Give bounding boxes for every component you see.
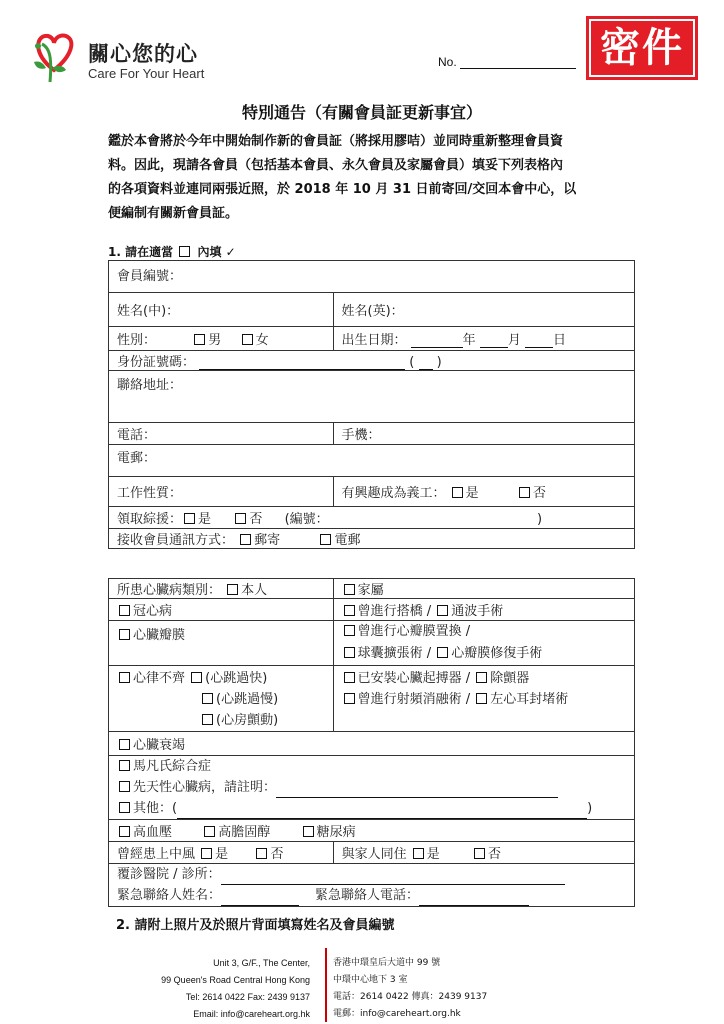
valve-replace-label: 曾進行心瓣膜置換 <box>357 624 462 639</box>
mobile-label: 手機： <box>341 428 381 443</box>
email-field[interactable] <box>109 445 635 477</box>
lao-label: 左心耳封堵術 <box>490 692 569 707</box>
footer-line: 中環中心地下 3 室 <box>333 975 408 985</box>
bypass-cell: 曾進行搭橋 / 通波手術 <box>333 599 634 621</box>
id-check-close: ) <box>436 355 442 370</box>
fast-checkbox[interactable] <box>191 672 202 683</box>
section-2-heading: 2. 請附上照片及於照片背面填寫姓名及會員編號 <box>116 918 395 933</box>
congenital-label: 先天性心臟病，請註明： <box>133 780 277 795</box>
stroke-yes-checkbox[interactable] <box>201 848 212 859</box>
dob-day-field[interactable] <box>525 347 553 348</box>
chol-checkbox[interactable] <box>204 826 215 837</box>
slow-label: (心跳過慢) <box>216 692 279 707</box>
balloon-checkbox[interactable] <box>344 647 355 658</box>
family-cell <box>333 579 634 599</box>
member-no-label: 會員編號： <box>117 269 183 284</box>
phone-label: 電話： <box>117 428 157 443</box>
id-check-digit-field[interactable] <box>419 369 433 370</box>
footer-line: 電話：2614 0422 傳真：2439 9137 <box>333 992 488 1002</box>
name-cn-field[interactable] <box>109 293 334 327</box>
volunteer-label: 有興趣成為義工： <box>341 486 446 501</box>
pacemaker-label: 已安裝心臟起搏器 <box>357 671 462 686</box>
no-label: 否 <box>532 486 546 501</box>
intro-line: 料。因此，現請各會員（包括基本會員、永久會員及家屬會員）填妥下列表格內 <box>108 158 564 173</box>
cssa-row <box>109 507 635 529</box>
chd-cell <box>109 599 334 621</box>
member-no-field[interactable] <box>109 261 635 293</box>
hf-label: 心臟衰竭 <box>133 738 186 753</box>
no-label: 否 <box>249 512 263 527</box>
valve-repair-label: 心瓣膜修復手術 <box>451 646 543 661</box>
job-field[interactable] <box>109 477 334 507</box>
device-cell: 已安裝心臟起搏器 / 除顫器 曾進行射頻消融術 / 左心耳封堵術 <box>333 666 634 732</box>
footer-line: 99 Queen's Road Central Hong Kong <box>161 975 310 985</box>
fast-label: (心跳過快) <box>205 671 268 686</box>
arrhythmia-label: 心律不齊 <box>133 671 186 686</box>
self-label: 本人 <box>241 583 268 598</box>
hf-cell <box>109 732 635 756</box>
intro-line: 鑑於本會將於今年中開始制作新的會員証（將採用膠咭）並同時重新整理會員資 <box>108 134 564 149</box>
notice-method-row <box>109 529 635 549</box>
section-1-suffix: 內填 ✓ <box>197 245 236 259</box>
id-field[interactable] <box>199 369 405 370</box>
chol-label: 高膽固醇 <box>218 825 271 840</box>
af-label: (心房顫動) <box>216 713 279 728</box>
dob-year-field[interactable] <box>411 347 463 348</box>
lao-checkbox[interactable] <box>476 693 487 704</box>
reference-no-field[interactable] <box>460 68 576 69</box>
id-check-open: ( <box>409 355 415 370</box>
congenital-checkbox[interactable] <box>119 781 130 792</box>
valve-checkbox[interactable] <box>119 629 130 640</box>
yes-label: 是 <box>426 847 440 862</box>
valve-repair-checkbox[interactable] <box>437 647 448 658</box>
gender-row <box>109 327 334 351</box>
bypass-checkbox[interactable] <box>344 605 355 616</box>
stamp-text: 密件 <box>600 25 684 71</box>
notice-title: 特別通告（有關會員証更新事宜） <box>241 103 482 122</box>
valve-replace-checkbox[interactable] <box>344 625 355 636</box>
footer-line: Tel: 2614 0422 Fax: 2439 9137 <box>185 992 310 1002</box>
ablation-label: 曾進行射頻消融術 <box>357 692 462 707</box>
self-checkbox[interactable] <box>227 584 238 595</box>
phone-field[interactable] <box>109 423 334 445</box>
heart-type-label: 所患心臟病類別： <box>117 583 222 598</box>
clinic-emergency-cell <box>109 864 635 907</box>
pci-label: 通波手術 <box>451 604 504 619</box>
dob-label: 出生日期： <box>341 333 407 348</box>
name-cn-label: 姓名(中)： <box>117 304 180 319</box>
intro-line: 便編制有關新會員証。 <box>108 206 239 221</box>
defib-label: 除顫器 <box>490 671 530 686</box>
chd-label: 冠心病 <box>133 604 173 619</box>
footer-address-en <box>130 955 310 1023</box>
other-field[interactable] <box>177 818 587 819</box>
af-checkbox[interactable] <box>202 714 213 725</box>
bypass-label: 曾進行搭橋 <box>357 604 423 619</box>
pci-checkbox[interactable] <box>437 605 448 616</box>
female-label: 女 <box>255 333 269 348</box>
male-label: 男 <box>208 333 222 348</box>
stroke-cell <box>109 842 334 864</box>
footer-divider <box>325 948 327 1022</box>
hf-checkbox[interactable] <box>119 739 130 750</box>
logo-text-cn: 關心您的心 <box>88 42 198 66</box>
living-no-checkbox[interactable] <box>474 848 485 859</box>
logo-text-en: Care For Your Heart <box>88 66 205 81</box>
family-label: 家屬 <box>357 583 384 598</box>
dob-month-field[interactable] <box>480 347 508 348</box>
stroke-label: 曾經患上中風 <box>117 847 196 862</box>
risk-factors-cell <box>109 820 635 842</box>
cssa-label: 領取綜援： <box>117 512 183 527</box>
emergency-phone-field[interactable] <box>419 905 529 906</box>
slow-checkbox[interactable] <box>202 693 213 704</box>
chd-checkbox[interactable] <box>119 605 130 616</box>
member-info-table <box>108 260 635 549</box>
heart-type-row <box>109 579 334 599</box>
yes-label: 是 <box>465 486 479 501</box>
cssa-yes-checkbox[interactable] <box>184 513 195 524</box>
name-en-label: 姓名(英)： <box>341 304 404 319</box>
intro-paragraph <box>108 130 628 226</box>
footer-address-cn <box>333 955 533 1023</box>
valve-procedure-cell: 曾進行心瓣膜置換 / 球囊擴張術 / 心瓣膜修復手術 <box>333 621 634 666</box>
mail-label: 郵寄 <box>254 533 281 548</box>
family-checkbox[interactable] <box>344 584 355 595</box>
balloon-label: 球囊擴張術 <box>357 646 423 661</box>
clinic-label: 覆診醫院 / 診所： <box>117 867 221 882</box>
volunteer-no-checkbox[interactable] <box>519 487 530 498</box>
living-yes-checkbox[interactable] <box>413 848 424 859</box>
emergency-name-field[interactable] <box>221 905 299 906</box>
emergency-name-label: 緊急聯絡人姓名： <box>117 888 222 903</box>
volunteer-row <box>333 477 634 507</box>
day-label: 日 <box>552 333 566 348</box>
emergency-phone-label: 緊急聯絡人電話： <box>315 888 420 903</box>
email-label: 電郵： <box>117 451 157 466</box>
cssa-no-label: (編號： <box>284 512 329 527</box>
job-label: 工作性質： <box>117 486 183 501</box>
footer-line: 香港中環皇后大道中 99 號 <box>333 958 441 968</box>
male-checkbox[interactable] <box>194 334 205 345</box>
marfan-label: 馬凡氏綜合症 <box>133 759 212 774</box>
arrhythmia-cell <box>109 666 334 732</box>
address-label: 聯絡地址： <box>117 378 183 393</box>
stroke-no-checkbox[interactable] <box>256 848 267 859</box>
name-en-field[interactable] <box>333 293 634 327</box>
health-info-table <box>108 578 635 907</box>
checkbox-icon <box>179 246 190 257</box>
gender-label: 性別： <box>117 333 157 348</box>
cssa-close: ) <box>536 512 543 527</box>
id-label: 身份証號碼： <box>117 355 196 370</box>
ablation-checkbox[interactable] <box>344 693 355 704</box>
confidential-stamp <box>586 16 698 80</box>
marfan-checkbox[interactable] <box>119 760 130 771</box>
other-label: 其他： <box>133 801 173 816</box>
other-checkbox[interactable] <box>119 802 130 813</box>
arrhythmia-checkbox[interactable] <box>119 672 130 683</box>
other-conditions-cell: 馬凡氏綜合症 先天性心臟病，請註明： 其他：( ) <box>109 756 635 820</box>
notice-method-label: 接收會員通訊方式： <box>117 533 235 548</box>
cssa-no-checkbox[interactable] <box>235 513 246 524</box>
section-1-prefix: 1. 請在適當 <box>108 245 174 259</box>
no-label: 否 <box>488 847 502 862</box>
footer-line: 電郵：info@careheart.org.hk <box>333 1009 461 1019</box>
yes-label: 是 <box>198 512 212 527</box>
intro-line: 的各項資料並連同兩張近照，於 2018 年 10 月 31 日前寄回/交回本會中心，以 <box>108 182 577 197</box>
heart-logo-icon <box>22 24 86 88</box>
dob-row <box>333 327 634 351</box>
living-cell <box>333 842 634 864</box>
yes-label: 是 <box>215 847 229 862</box>
mobile-field[interactable] <box>333 423 634 445</box>
valve-cell <box>109 621 334 666</box>
email-option-label: 電郵 <box>334 533 361 548</box>
id-row <box>109 351 635 371</box>
diabetes-checkbox[interactable] <box>303 826 314 837</box>
female-checkbox[interactable] <box>242 334 253 345</box>
footer-line: Email: info@careheart.org.hk <box>193 1009 310 1019</box>
address-field[interactable] <box>109 371 635 423</box>
no-label: 否 <box>270 847 284 862</box>
living-label: 與家人同住 <box>341 847 407 862</box>
year-label: 年 <box>462 333 476 348</box>
defib-checkbox[interactable] <box>476 672 487 683</box>
section-1-heading <box>108 243 236 260</box>
volunteer-yes-checkbox[interactable] <box>452 487 463 498</box>
reference-no-label: No. <box>438 55 457 69</box>
month-label: 月 <box>507 333 521 348</box>
hbp-label: 高血壓 <box>133 825 173 840</box>
diabetes-label: 糖尿病 <box>316 825 356 840</box>
pacemaker-checkbox[interactable] <box>344 672 355 683</box>
hbp-checkbox[interactable] <box>119 826 130 837</box>
footer-line: Unit 3, G/F., The Center, <box>213 958 310 968</box>
mail-checkbox[interactable] <box>240 534 251 545</box>
valve-label: 心臟瓣膜 <box>133 628 186 643</box>
email-notice-checkbox[interactable] <box>320 534 331 545</box>
